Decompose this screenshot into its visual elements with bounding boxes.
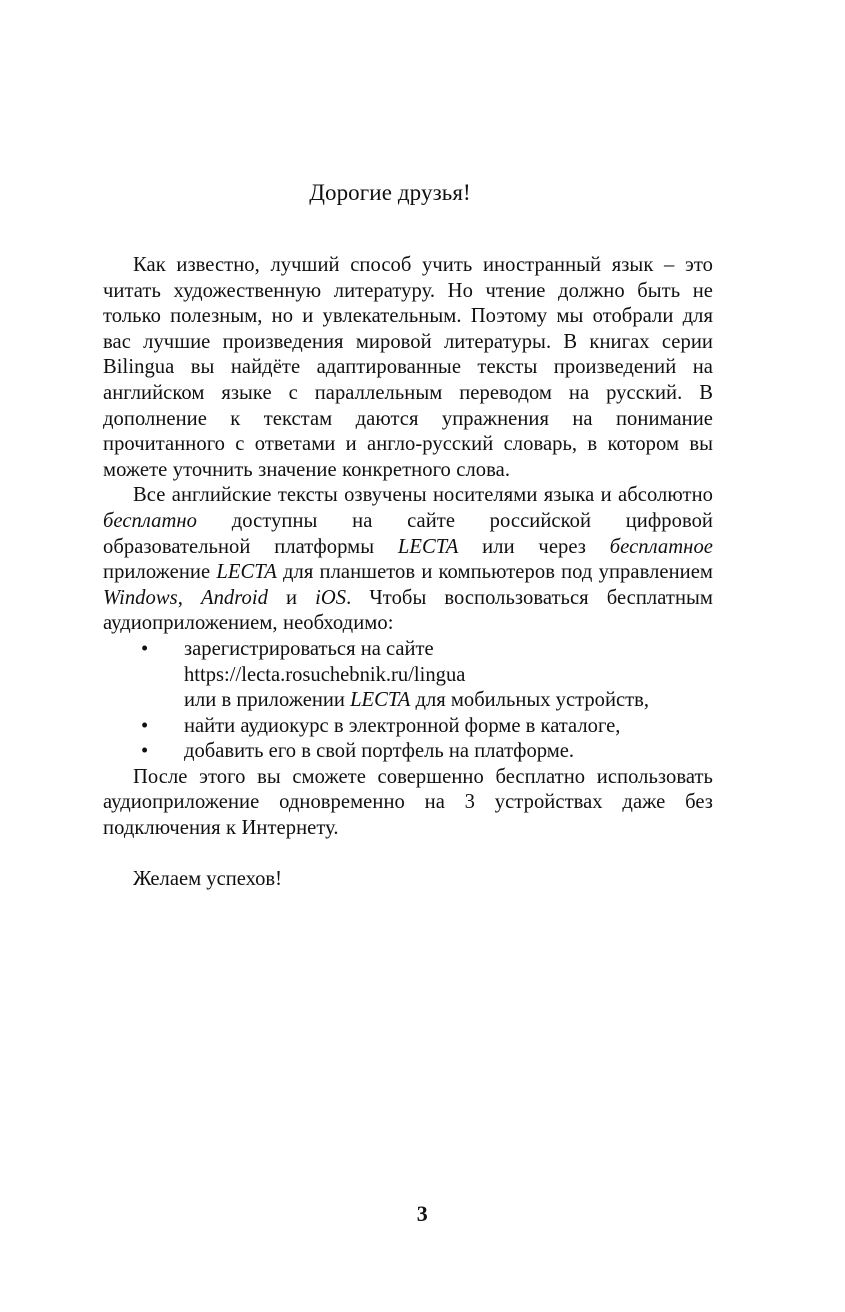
emphasis-free: бесплатно (103, 509, 198, 532)
emphasis-free-app: бесплатное (609, 535, 713, 558)
page-title: Дорогие друзья! (309, 180, 471, 205)
text-segment: доступны на сайте российской цифровой образовательной платформы (103, 509, 713, 558)
closing-greeting: Желаем успехов! (133, 868, 283, 891)
list-item (103, 714, 713, 740)
bullet-icon: • (141, 740, 149, 763)
emphasis-ios: iOS (315, 586, 347, 609)
list-item-label: зарегистрироваться на сайте (184, 637, 434, 660)
emphasis-lecta-mobile: LECTA (350, 689, 411, 712)
text-segment: или в приложении (184, 689, 351, 712)
list-item (103, 637, 713, 714)
text-segment: Все английские тексты озвучены носителями языка и абсолютно (133, 484, 713, 507)
paragraph-audio (103, 483, 713, 637)
text-segment: и (268, 586, 316, 609)
emphasis-windows: Windows (103, 586, 178, 609)
text-segment: , (177, 586, 201, 609)
paragraph-usage: После этого вы сможете совершенно бесплатно использовать аудиоприложение одновременно на 3 устройствах даже без подключения к Интернету. (103, 765, 713, 840)
body-content (103, 253, 713, 893)
emphasis-lecta: LECTA (397, 535, 459, 558)
list-item-label: добавить его в свой портфель на платформе. (184, 740, 575, 763)
text-column (103, 178, 713, 893)
lecta-lingua-url[interactable]: https://lecta.rosuchebnik.ru/lingua (184, 663, 466, 686)
paragraph-intro: Как известно, лучший способ учить иностранный язык – это читать художественную литературу. Но чтение должно быть не только полезным, но и увлекательным. Поэтому мы отобрали для вас лучшие произведения мировой литературы. В книгах серии Bilingua вы найдёте адаптированные тексты произведений на английском языке с параллельным переводом на русский. В дополнение к текстам даются упражнения на понимание прочитанного с ответами и англо-русский словарь, в котором вы можете уточнить значение конкретного слова. (103, 254, 713, 481)
text-segment: или через (458, 535, 610, 558)
closing-block (103, 867, 713, 893)
emphasis-android: Android (200, 586, 269, 609)
instruction-list (103, 637, 713, 765)
page-number: 3 (416, 1201, 429, 1226)
list-item (103, 739, 713, 765)
list-item-label: найти аудиокурс в электронной форме в каталоге, (184, 714, 621, 737)
emphasis-lecta-app: LECTA (216, 561, 277, 584)
text-segment: для планшетов и компьютеров под управлением (276, 561, 713, 584)
text-segment: приложение (103, 561, 217, 584)
bullet-icon: • (141, 714, 149, 737)
text-segment: . Чтобы воспользоваться бесплатным аудиоприложением, необходимо: (103, 586, 713, 635)
list-item-subline (184, 688, 713, 714)
bullet-icon: • (141, 637, 149, 660)
text-segment: для мобильных устройств, (410, 689, 649, 712)
